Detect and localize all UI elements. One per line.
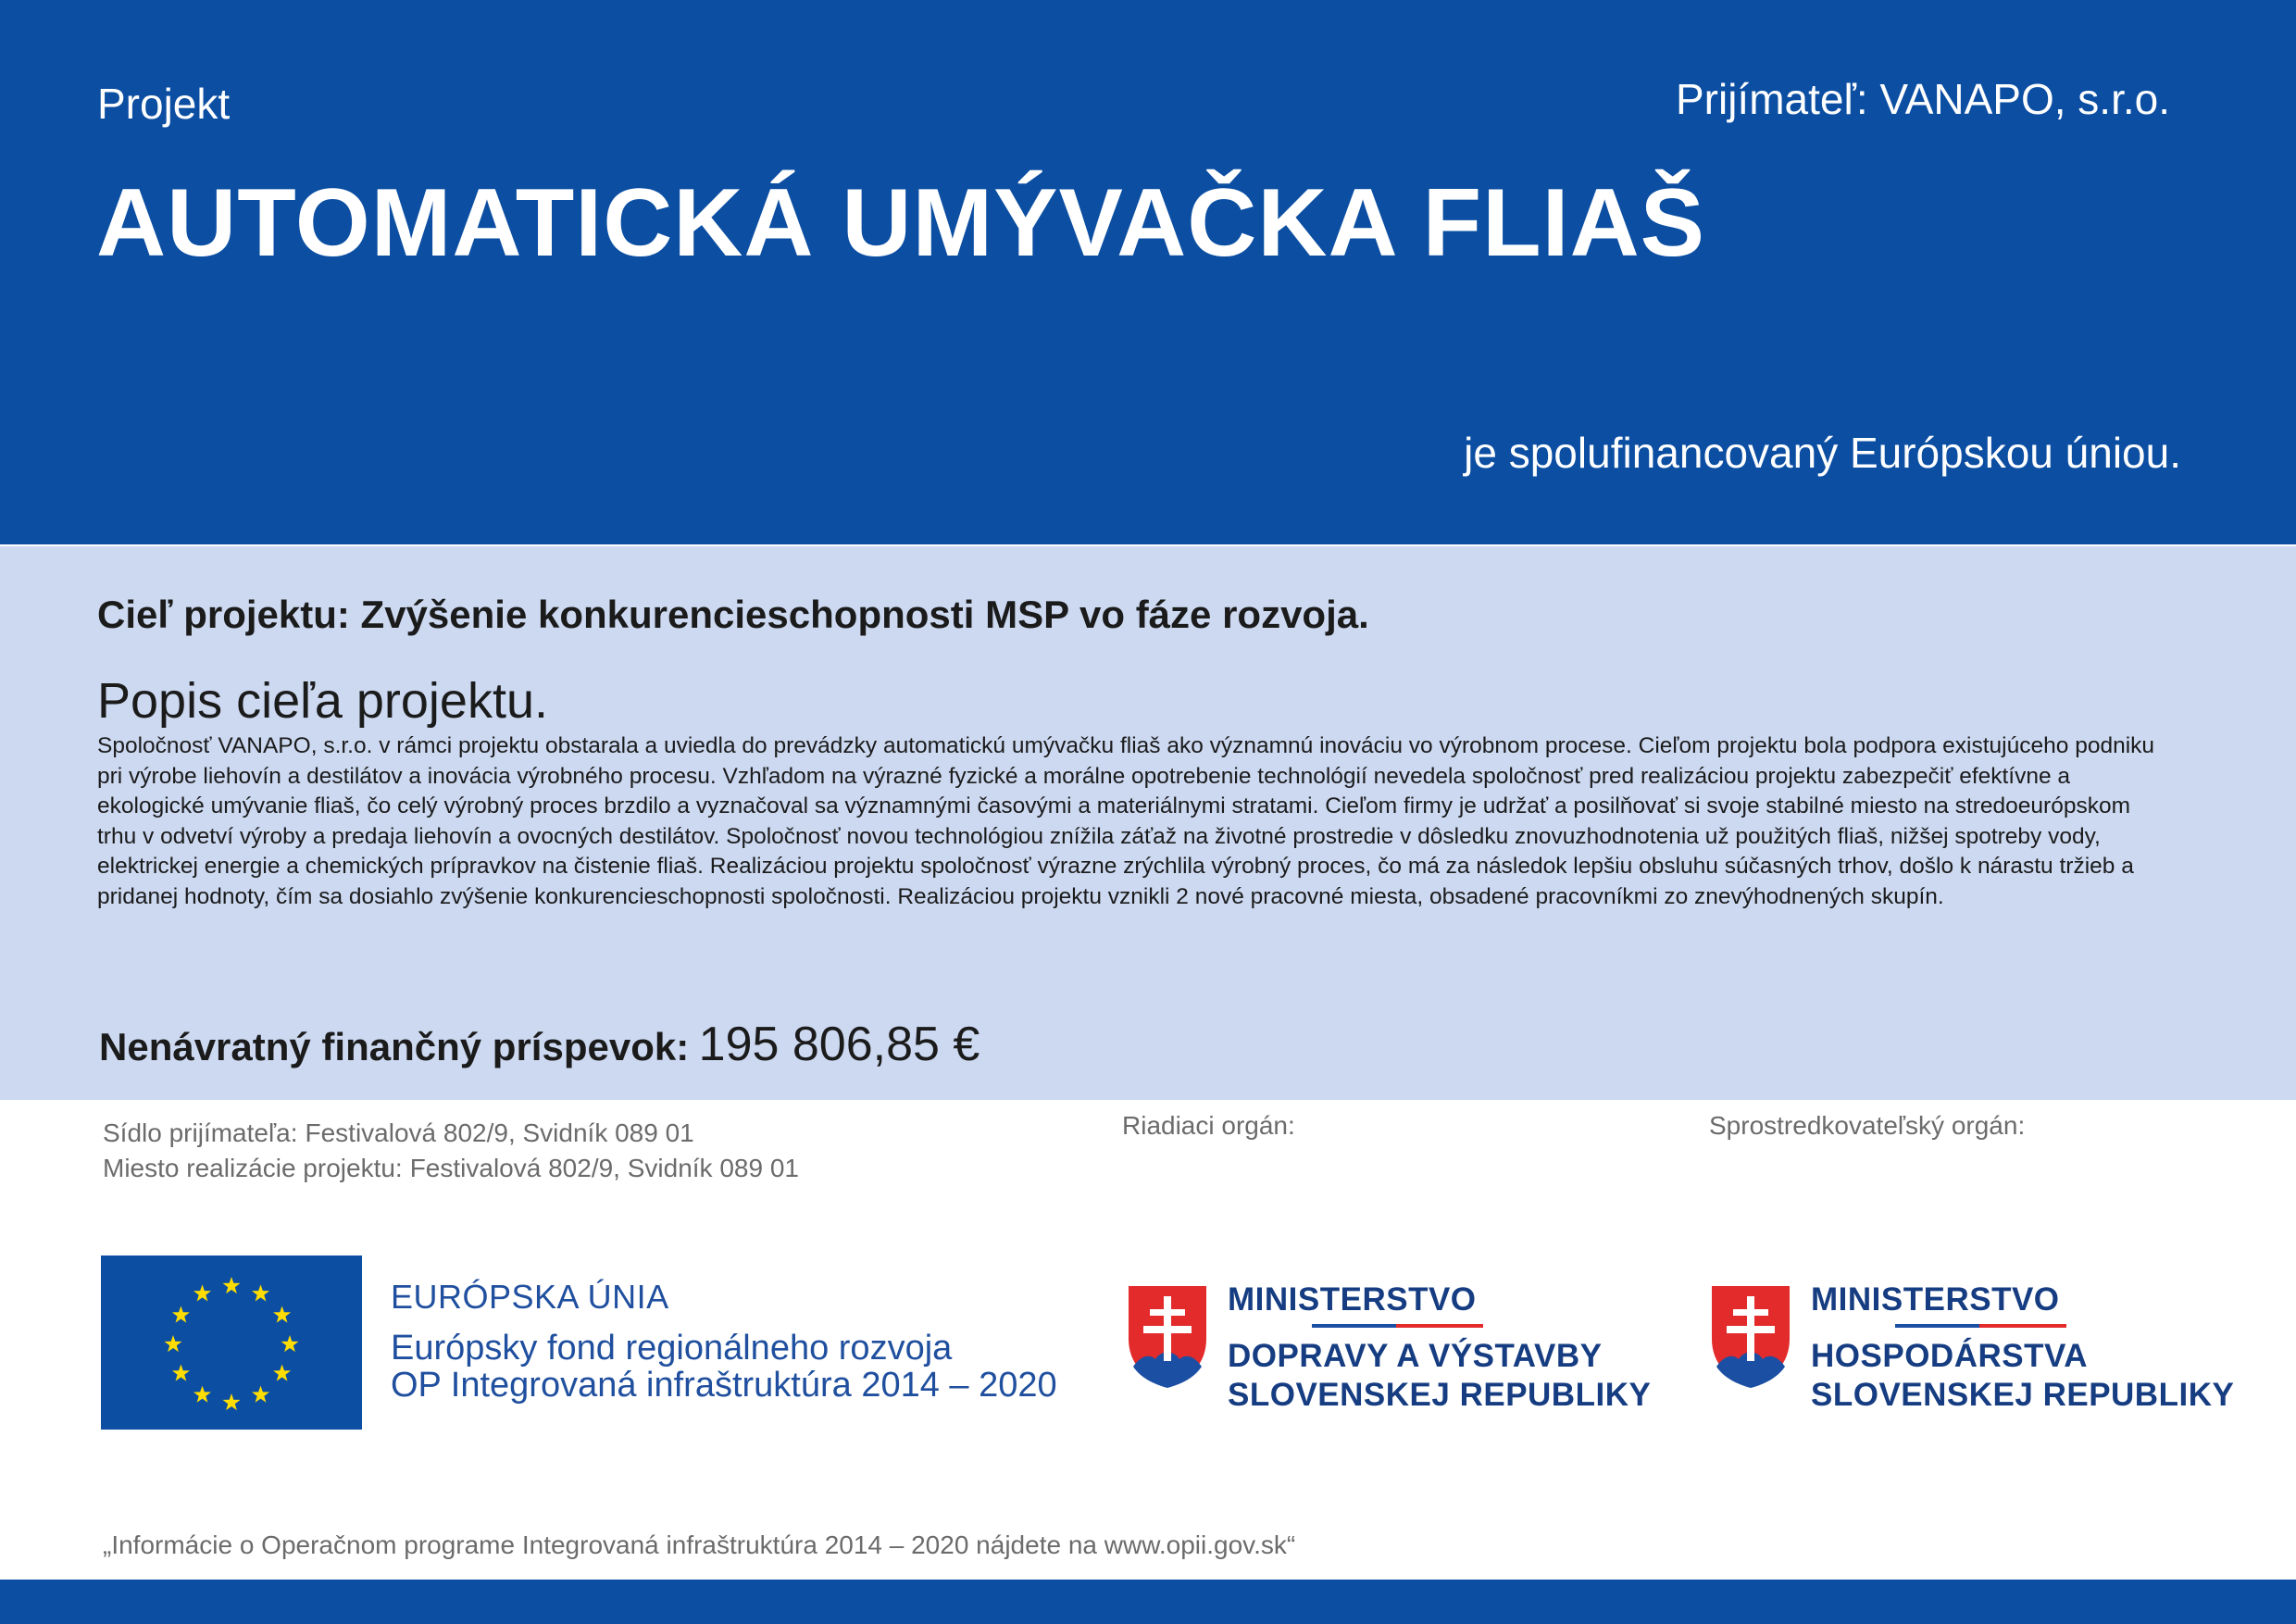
eu-fund-name: Európsky fond regionálneho rozvoja	[391, 1329, 953, 1368]
eu-flag-logo	[101, 1255, 362, 1430]
eu-fund-text	[391, 1278, 1057, 1404]
intermediate-body-label: Sprostredkovateľský orgán:	[1709, 1111, 2026, 1140]
project-label: Projekt	[97, 80, 231, 128]
ministry-transport-name	[1228, 1281, 1651, 1415]
ministry-line-1: HOSPODÁRSTVA	[1811, 1338, 2088, 1374]
ministry-heading: MINISTERSTVO	[1811, 1281, 2060, 1318]
eu-heading: EURÓPSKA ÚNIA	[391, 1278, 669, 1316]
ministry-heading: MINISTERSTVO	[1228, 1281, 1477, 1318]
ministry-line-2: SLOVENSKEJ REPUBLIKY	[1228, 1377, 1652, 1413]
description-title: Popis cieľa projektu.	[97, 673, 549, 729]
place-label: Miesto realizácie projektu:	[103, 1154, 403, 1182]
tricolor-divider	[1811, 1324, 2066, 1328]
recipient: Prijímateľ: VANAPO, s.r.o.	[1675, 75, 2170, 123]
header-banner	[0, 0, 2296, 544]
ministry-economy-name	[1811, 1281, 2234, 1415]
project-title: AUTOMATICKÁ UMÝVAČKA FLIAŠ	[96, 169, 1706, 277]
tricolor-divider	[1228, 1324, 1483, 1328]
grant-amount	[99, 1017, 980, 1072]
eu-flag-icon	[101, 1255, 362, 1430]
place-address	[103, 1151, 799, 1186]
eu-programme-name: OP Integrovaná infraštruktúra 2014 – 2020	[391, 1366, 1057, 1405]
managing-authority-label: Riadiaci orgán:	[1122, 1111, 1295, 1140]
place-value: Festivalová 802/9, Svidník 089 01	[409, 1154, 799, 1182]
addresses	[103, 1116, 799, 1186]
slovak-coat-of-arms-icon	[1124, 1281, 1211, 1391]
seat-label: Sídlo prijímateľa:	[103, 1118, 298, 1147]
cofinanced-statement: je spolufinancovaný Európskou úniou.	[1464, 429, 2181, 477]
seat-address	[103, 1116, 799, 1151]
bottom-bar	[0, 1580, 2296, 1624]
ministry-line-2: SLOVENSKEJ REPUBLIKY	[1811, 1377, 2235, 1413]
description-text: Spoločnosť VANAPO, s.r.o. v rámci projektu obstarala a uviedla do prevádzky automatickú umývačku fliaš ako významnú inováciu vo výrobnom procese. Cieľom projektu bola podpora existujúceho podniku pri výrobe liehovín a destilátov a inovácia výrobného procesu. Vzhľadom na výrazné fyzické a morálne opotrebenie technológií nevedela spoločnosť pred realizáciou projektu zabezpečiť efektívne a ekologické umývanie fliaš, čo celý výrobný proces brzdilo a vyznačoval sa významnými časovými a materiálnymi stratami. Cieľom firmy je udržať a posilňovať si svoje stabilné miesto na stredoeurópskom trhu v odvetví výroby a predaja liehovín a ovocných destilátov. Spoločnosť novou technológiou znížila záťaž na životné prostredie v dôsledku znovuzhodnotenia už použitých fliaš, nižšej spotreby vody, elektrickej energie a chemických prípravkov na čistenie fliaš. Realizáciou projektu spoločnosť výrazne zrýchlila výrobný proces, čo má za následok lepšiu obsluhu súčasných trhov, došlo k nárastu tržieb a pridanej hodnoty, čím sa dosiahlo zvýšenie konkurencieschopnosti spoločnosti. Realizáciou projektu vznikli 2 nové pracovné miesta, obsadené pracovníkmi zo znevýhodnených skupín.	[97, 733, 2155, 909]
slovak-coat-of-arms-icon	[1707, 1281, 1794, 1391]
project-info-panel	[0, 546, 2296, 1100]
grant-value: 195 806,85 €	[698, 1018, 980, 1071]
seat-value: Festivalová 802/9, Svidník 089 01	[305, 1118, 694, 1147]
grant-label: Nenávratný finančný príspevok:	[99, 1025, 690, 1068]
ministry-line-1: DOPRAVY A VÝSTAVBY	[1228, 1338, 1603, 1374]
project-goal: Cieľ projektu: Zvýšenie konkurencieschopnosti MSP vo fáze rozvoja.	[97, 593, 1369, 636]
footer-note: „Informácie o Operačnom programe Integrovaná infraštruktúra 2014 – 2020 nájdete na www.opii.gov.sk“	[103, 1530, 1296, 1559]
